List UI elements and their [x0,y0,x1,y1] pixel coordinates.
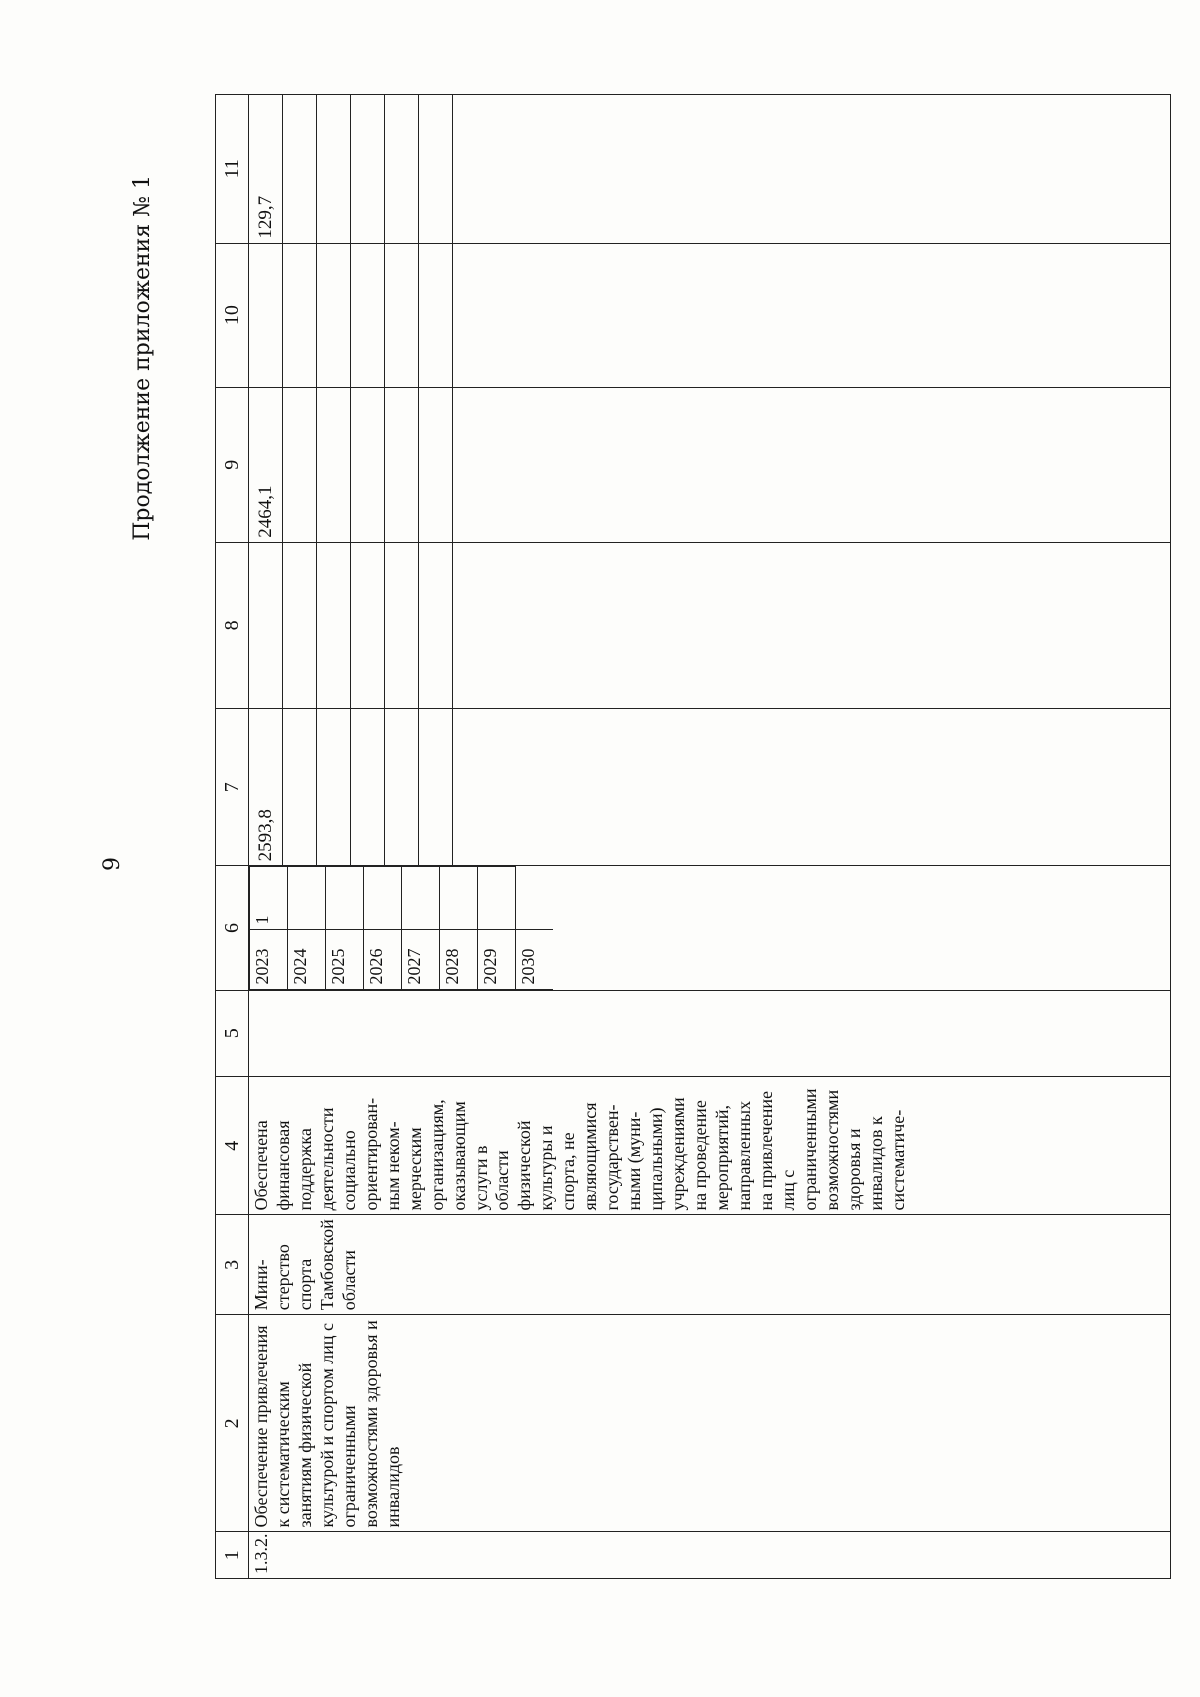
year-row [516,867,554,989]
col8-2025 [317,543,351,708]
col8-values [249,542,1171,708]
year-mark [402,867,440,929]
year-2024: 2024 [288,929,326,989]
activity-name: Обеспечение привлечения к систематическим занятиям физической культурой и спортом лиц с ограниченными возможностями здоровья и инвалидов [249,1315,1171,1532]
header-col-6: 6 [216,866,249,990]
year-mark [288,867,326,929]
table-row [249,95,1171,1579]
header-col-8: 8 [216,542,249,708]
page-number: 9 [100,857,125,871]
year-row [288,867,326,989]
col10-2027 [385,244,419,387]
header-row [216,95,249,1579]
year-mark [326,867,364,929]
col9-2024 [283,388,317,542]
col5-cell [249,990,1171,1076]
col11-2027 [385,95,419,243]
col11-2026 [351,95,385,243]
col11-2025 [317,95,351,243]
col11-2028 [419,95,453,243]
col10-2026 [351,244,385,387]
col11-2024 [283,95,317,243]
header-col-11: 11 [216,95,249,244]
row-number: 1.3.2. [249,1532,1171,1579]
year-mark [516,867,554,929]
year-row [364,867,402,989]
col9-2023: 2464,1 [249,388,283,542]
year-2025: 2025 [326,929,364,989]
col11-values [249,95,1171,244]
col8-2027 [385,543,419,708]
col7-2027 [385,709,419,865]
col7-2023: 2593,8 [249,709,283,865]
appendix-continuation: Продолжение приложения № 1 [130,175,155,541]
col8-2028 [419,543,453,708]
col9-2025 [317,388,351,542]
header-col-2: 2 [216,1315,249,1532]
year-row [402,867,440,989]
year-mark [364,867,402,929]
col7-2025 [317,709,351,865]
year-mark [440,867,478,929]
year-2030: 2030 [516,929,554,989]
years-subtable [249,866,553,989]
header-col-10: 10 [216,243,249,387]
col9-2029 [453,388,486,542]
col10-values [249,243,1171,387]
col9-2026 [351,388,385,542]
program-table [215,94,1171,1579]
header-col-7: 7 [216,709,249,866]
year-2027: 2027 [402,929,440,989]
col11-2023: 129,7 [249,95,283,243]
header-col-5: 5 [216,990,249,1076]
col9-2028 [419,388,453,542]
executor: Мини- стерство спорта Тамбовской области [249,1215,1171,1315]
col9-values [249,387,1171,542]
year-2023: 2023 [250,929,288,989]
year-2029: 2029 [478,929,516,989]
col7-2024 [283,709,317,865]
year-mark [478,867,516,929]
year-row [326,867,364,989]
col10-2025 [317,244,351,387]
expected-result: Обеспечена финансовая поддержка деятельности социально ориентирован- ным неком- мерческим организациям, оказывающим услуги в области физической культуры и спорта, не являющимися государствен- ными (муни- ципальными) учреждениями на проведение мероприятий, направленных на привлечение лиц с ограниченными возможностями здоровья и инвалидов к систематиче- [249,1076,1171,1215]
header-col-3: 3 [216,1215,249,1315]
col10-2023 [249,244,283,387]
years-cell [249,866,1171,990]
col8-2029 [453,543,486,708]
col8-2024 [283,543,317,708]
col7-2026 [351,709,385,865]
col8-2023 [249,543,283,708]
year-row [250,867,288,989]
col9-2027 [385,388,419,542]
year-mark: 1 [250,867,288,929]
col7-2029 [453,709,486,865]
col7-2028 [419,709,453,865]
col8-2026 [351,543,385,708]
header-col-4: 4 [216,1076,249,1215]
year-2026: 2026 [364,929,402,989]
col10-2024 [283,244,317,387]
col7-values [249,709,1171,866]
col10-2028 [419,244,453,387]
col10-2029 [453,244,486,387]
header-col-9: 9 [216,387,249,542]
year-row [440,867,478,989]
year-row [478,867,516,989]
header-col-1: 1 [216,1532,249,1579]
col11-2029 [453,95,486,243]
year-2028: 2028 [440,929,478,989]
